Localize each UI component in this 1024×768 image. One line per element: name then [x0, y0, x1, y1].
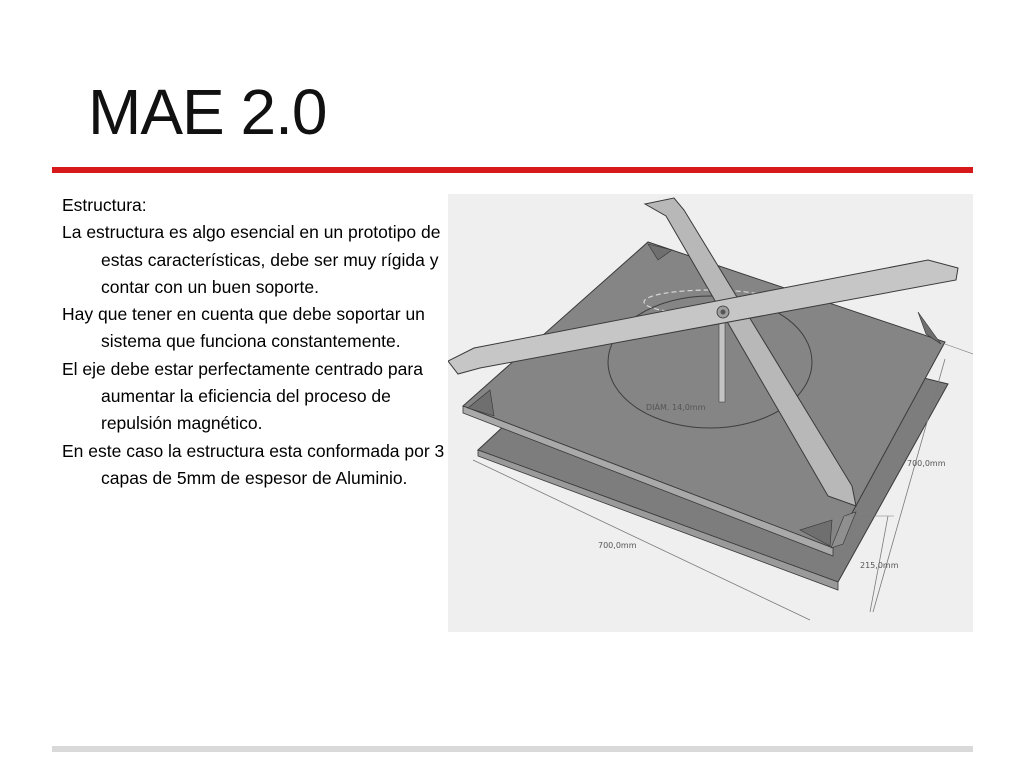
body-paragraph: Estructura:: [62, 195, 147, 215]
width-label: 700,0mm: [598, 541, 637, 550]
body-paragraph: En este caso la estructura esta conformada por 3 capas de 5mm de espesor de Aluminio.: [62, 440, 445, 488]
central-axle: [719, 312, 725, 402]
slide-title: MAE 2.0: [88, 76, 327, 148]
title-accent-rule: [52, 167, 973, 173]
structure-drawing: [448, 194, 973, 632]
body-paragraph: El eje debe estar perfectamente centrado para aumentar la eficiencia del proceso de repulsión magnético.: [62, 358, 423, 434]
height-label: 215,0mm: [860, 561, 899, 570]
body-text: [62, 192, 454, 492]
body-paragraph: Hay que tener en cuenta que debe soportar un sistema que funciona constantemente.: [62, 304, 425, 352]
dimension-extension: [945, 344, 973, 354]
hub-center: [721, 310, 726, 315]
structure-3d-render: [448, 194, 973, 632]
body-paragraph: La estructura es algo esencial en un prototipo de estas características, debe ser muy rígida y contar con un buen soporte.: [62, 222, 441, 297]
depth-label: 700,0mm: [907, 459, 946, 468]
diameter-label: DIÁM. 14,0mm: [646, 403, 706, 412]
footer-rule: [52, 746, 973, 752]
